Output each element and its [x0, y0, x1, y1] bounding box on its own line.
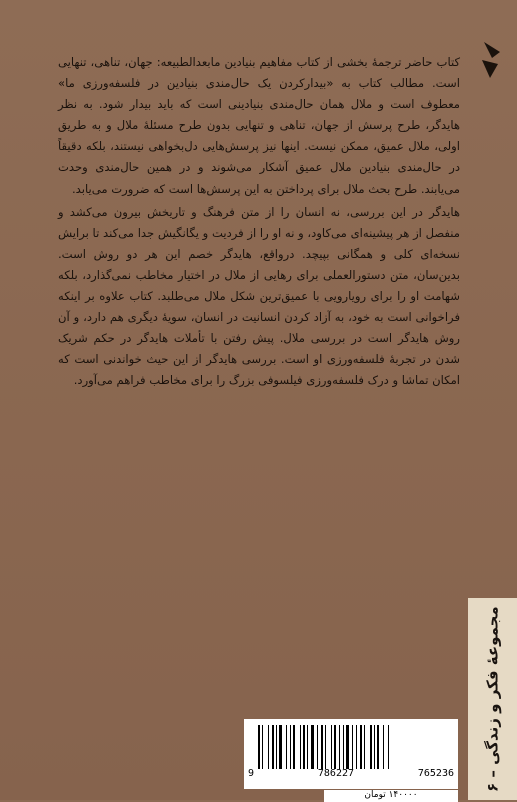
- barcode-bar: [331, 725, 332, 769]
- barcode-bar: [279, 725, 282, 769]
- barcode-bar: [303, 725, 305, 769]
- barcode-bar: [272, 725, 274, 769]
- blurb-paragraph-1: کتاب حاضر ترجمهٔ بخشی از کتاب مفاهیم بنیادین مابعدالطبیعه: جهان، تناهی، تنهایی است. مطالب کتاب به «بیدارکردن یک حال‌مندی بنیادین در فلسفه‌ورزی ما» معطوف است و ملال همان حال‌مندی بنیادینی است که باید بیدار شود. به نظر هایدگر، طرح پرسش از جهان، تناهی و تنهایی بدون طرح مسئلهٔ ملال و به طریق اولی، ملال عمیق، ممکن نیست. اینها نیز پرسش‌هایی دل‌بخواهی نیستند، بلکه دقیقاً در حال‌مندی بنیادین ملال عمیق آشکار می‌شوند و در همین حال‌مندی وحدت می‌یابند. طرح بحث ملال برای پرداختن به این پرسش‌ها است که ضرورت می‌یابد.: [58, 55, 460, 196]
- barcode-bar: [334, 725, 336, 769]
- isbn-digit-group-2: 765236: [417, 768, 454, 779]
- barcode-bar: [360, 725, 362, 769]
- barcode-bar: [307, 725, 308, 769]
- barcode-bar: [352, 725, 353, 769]
- barcode-bars: [258, 725, 446, 769]
- barcode-bar: [383, 725, 384, 769]
- barcode-bar: [388, 725, 389, 769]
- price-label: ۱۴۰۰۰۰ تومان: [324, 790, 458, 802]
- publisher-bird-icon: [478, 38, 506, 82]
- barcode-bar: [339, 725, 340, 769]
- barcode-bar: [290, 725, 291, 769]
- isbn-digit-group-1: 786227: [317, 768, 355, 779]
- isbn-digit-lead: 9: [248, 768, 255, 779]
- isbn-number: [248, 768, 454, 779]
- barcode-bar: [300, 725, 301, 769]
- barcode-bar: [262, 725, 263, 769]
- barcode-bar: [356, 725, 357, 769]
- isbn-barcode: [244, 719, 458, 789]
- series-label: مجموعهٔ فکر و زندگی – ۶: [483, 606, 502, 792]
- barcode-bar: [346, 725, 349, 769]
- barcode-bar: [364, 725, 365, 769]
- blurb-paragraph-2: هایدگر در این بررسی، نه انسان را از متن فرهنگ و تاریخش بیرون می‌کشد و منفصل از هر پیشینه‌ای می‌کاود، و نه او را از فردیت و یگانگیش جدا می‌کند تا برایش نسخه‌ای کلی و همگانی بپیچد. درواقع، هایدگر خصم این هر دو روش است. بدین‌سان، متن دستورالعملی برای رهایی از ملال در اختیار مخاطب نمی‌گذارد، بلکه شهامت او را برای رویارویی با عمیق‌ترین شکل ملال می‌طلبد. کتاب علاوه بر اینکه فراخوانی است به خود، به آزاد کردن انسانیت در انسان، سویهٔ دیگری هم دارد، و آن روش هایدگر است در بررسی ملال. پیش رفتن با تأملات هایدگر در حکم شریک شدن در تجربهٔ فلسفه‌ورزی او است. بررسی هایدگر از این حیث خواندنی است که امکان تماشا و درک فلسفه‌ورزی فیلسوفی بزرگ را برای مخاطب فراهم می‌آورد.: [58, 204, 460, 388]
- barcode-bar: [377, 725, 379, 769]
- blurb-text: [58, 52, 460, 392]
- barcode-bar: [286, 725, 287, 769]
- barcode-bar: [311, 725, 314, 769]
- barcode-bar: [317, 725, 318, 769]
- barcode-bar: [343, 725, 344, 769]
- barcode-bar: [293, 725, 295, 769]
- barcode-bar: [268, 725, 269, 769]
- barcode-bar: [321, 725, 323, 769]
- barcode-bar: [374, 725, 375, 769]
- barcode-bar: [370, 725, 372, 769]
- barcode-bar: [325, 725, 326, 769]
- barcode-bar: [258, 725, 260, 769]
- barcode-bar: [276, 725, 277, 769]
